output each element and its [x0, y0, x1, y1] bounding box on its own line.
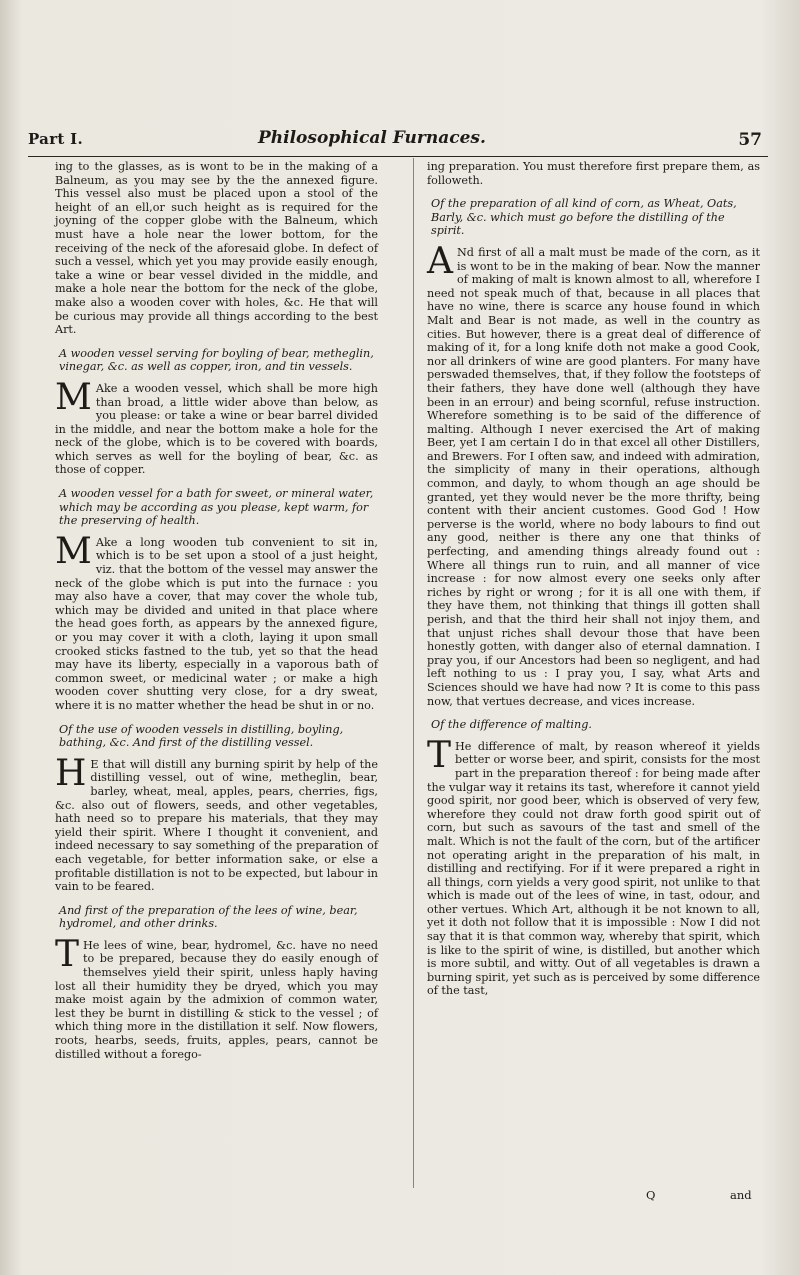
paragraph: A Nd first of all a malt must be made of the corn, as it is wont to be in the making of bear. Now the manner of making of malt is known almost to all, wherefore I need not speak much of that, because in all places that have no wine, there is scarce any house found in which Malt and Bear is not made, as well in the country as cities. But however, there is a great deal of difference of making of it, for a long knife doth not make a good Cook, nor all drinkers of wine are good planters. For many have perswaded themselves, that, if they follow the footsteps of their fathers, they have done well (although they have been in an errour) and being scornful, refuse instruction. Wherefore something is to be said of the difference of malting. Although I never exercised the Art of making Beer, yet I am certain I do in that excel all other Distillers, and Brewers. For I often saw, and indeed with admiration, the simplicity of many in their operations, although common, and dayly, to whom though an age should be granted, yet they would never be the more thrifty, being content with their ancient customes. Good God ! How perverse is the world, where no body labours to find out any good, neither is there any one that thinks of perfecting, and amending things already found out : Where all things run to ruin, and all manner of vice increase : for now almost every one seeks only after riches by right or wrong ; for it is all one with them, if they have them, not thinking that things ill gotten shall perish, and that the third heir shall not injoy them, and that unjust riches shall devour those that have been honestly gotten, with danger also of eternal damnation. I pray you, if our Ancestors had been so negligent, and had left nothing to us : I pray you, I say, what Arts and Sciences should we have had now ? It is come to this pass now, that vertues decrease, and vices increase.: [427, 240, 760, 708]
paragraph: M Ake a long wooden tub convenient to sit in, which is to be set upon a stool of a just height, viz. that the bottom of the vessel may answer the neck of the globe which is put into the furnace : you may also have a cover, that may cover the whole tub, which may be divided and united in that place where the head goes forth, as appears by the annexed figure, or you may cover it with a cloth, laying it upon small crooked sticks fastned to the tub, yet so that the head may have its liberty, especially in a vaporous bath of common sweet, or medicinal water ; or make a high wooden cover shutting very close, for a dry sweat, where it is no matter whether the head be shut in or no.: [55, 530, 378, 712]
page-number: 57: [738, 130, 762, 150]
section-heading: Of the use of wooden vessels in distilling, boyling, bathing, &c. And first of the distilling vessel.: [59, 722, 344, 750]
drop-cap: M: [55, 530, 92, 572]
drop-cap: H: [55, 752, 87, 794]
paragraph: T He difference of malt, by reason whereof it yields better or worse beer, and spirit, consists for the most part in the preparation thereof : for being made after the vulgar way it retains its tast, wherefore it cannot yield good spirit, nor good beer, which is observed of very few, wherefore they could not draw forth good spirit out of corn, but such as savours of the tast and smell of the malt. Which is not the fault of the corn, but of the artificer not operating aright in the preparation of his malt, in distilling and rectifying. For if it were prepared a right in all things, corn yields a very good spirit, not unlike to that which is made out of the lees of wine, in tast, odour, and other vertues. Which Art, although it be not known to all, yet it doth not follow that it is impossible : Now I did not say that it is that common way, whereby that spirit, which is like to the spirit of wine, is distilled, but another which is more subtil, and witty. Out of all vegetables is drawn a burning spirit, yet such as is perceived by some difference of the tast,: [427, 734, 760, 998]
paragraph: M Ake a wooden vessel, which shall be more high than broad, a little wider above than below, as you please: or take a wine or bear barrel divided in the middle, and near the bottom make a hole for the neck of the globe, which is to be covered with boards, which serves as well for the boyling of bear, &c. as those of copper.: [55, 376, 378, 477]
catchword: and: [730, 1188, 752, 1202]
left-column: [55, 160, 378, 1067]
running-title: Philosophical Furnaces.: [258, 128, 486, 148]
section-heading: Of the preparation of all kind of corn, as Wheat, Oats, Barly, &c. which must go before the distilling of the spirit.: [431, 197, 737, 238]
running-header: [28, 126, 768, 157]
drop-cap: A: [427, 240, 453, 282]
section-heading: A wooden vessel serving for boyling of bear, metheglin, vinegar, &c. as well as copper, iron, and tin vessels.: [59, 346, 374, 374]
drop-cap: T: [55, 933, 80, 975]
column-divider: [413, 158, 414, 1188]
paragraph: H E that will distill any burning spirit by help of the distilling vessel, out of wine, metheglin, bear, barley, wheat, meal, apples, pears, cherries, figs, &c. also out of flowers, seeds, and other vegetables, hath need so to prepare his materials, that they may yield their spirit. Where I thought it convenient, and indeed necessary to say something of the preparation of each vegetable, for better information sake, or else a profitable distillation is not to be expected, but labour in vain to be feared.: [55, 752, 378, 894]
section-heading: Of the difference of malting.: [431, 718, 592, 732]
signature-mark: Q: [646, 1188, 656, 1202]
paragraph: ing to the glasses, as is wont to be in the making of a Balneum, as you may see by the the annexed figure. This vessel also must be placed upon a stool of the height of an ell,or such height as is required for the joyning of the copper globe with the Balneum, which must have a hole near the lower bottom, for the receiving of the neck of the aforesaid globe. In defect of such a vessel, which yet you may provide easily enough, take a wine or bear vessel divided in the middle, and make a hole near the bottom for the neck of the globe, make also a wooden cover with holes, &c. He that will be curious may provide all things according to the best Art.: [55, 160, 378, 337]
drop-cap: T: [427, 734, 452, 776]
section-heading: And first of the preparation of the lees of wine, bear, hydromel, and other drinks.: [59, 903, 358, 931]
paragraph: T He lees of wine, bear, hydromel, &c. have no need to be prepared, because they do easily enough of themselves yield their spirit, unless haply having lost all their humidity they be dryed, which you may make moist again by the admixion of common water, lest they be burnt in distilling & stick to the vessel ; of which thing more in the distillation it self. Now flowers, roots, hearbs, seeds, fruits, apples, pears, cannot be distilled without a forego-: [55, 933, 378, 1061]
paragraph: ing preparation. You must therefore first prepare them, as followeth.: [427, 160, 760, 187]
drop-cap: M: [55, 376, 92, 418]
section-heading: A wooden vessel for a bath for sweet, or mineral water, which may be according as you please, kept warm, for the preserving of health.: [59, 487, 374, 528]
right-column: [427, 160, 760, 1004]
part-label: Part I.: [28, 130, 83, 148]
